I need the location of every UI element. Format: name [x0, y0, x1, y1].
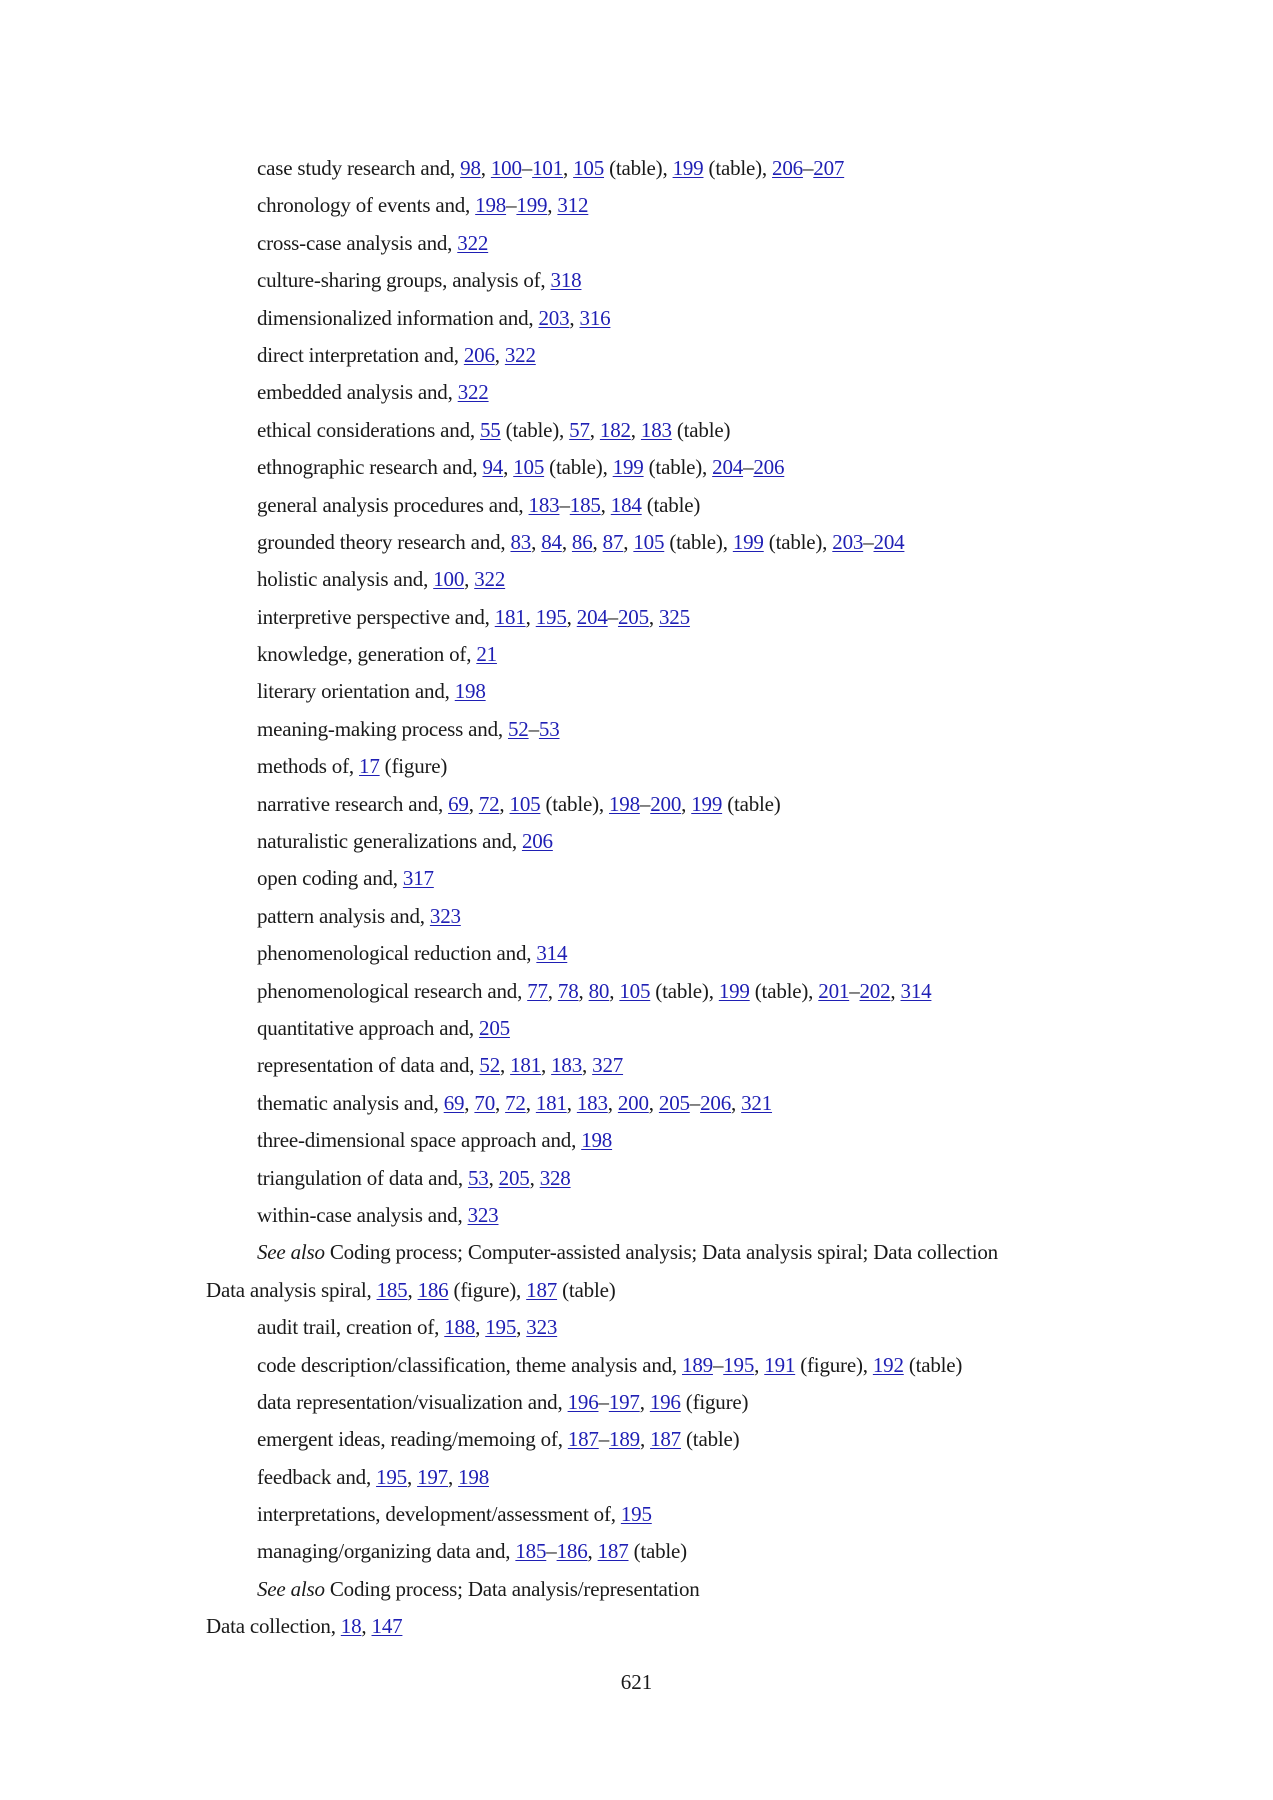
entry-text: meaning-making process and,	[257, 716, 508, 741]
page-reference-link[interactable]: 198	[454, 679, 486, 704]
entry-text: ,	[500, 1053, 511, 1078]
index-subentry	[0, 524, 1273, 561]
entry-text: phenomenological reduction and,	[257, 941, 537, 966]
page-reference-link[interactable]: 199	[612, 455, 644, 480]
index-subentry	[0, 711, 1273, 748]
page-reference-link[interactable]: 101	[532, 156, 563, 180]
page-reference-link[interactable]: 195	[376, 1464, 407, 1489]
entry-text: ,	[587, 1539, 598, 1564]
entry-text: grounded theory research and,	[257, 529, 511, 554]
page-reference-link[interactable]: 105	[509, 791, 541, 816]
entry-text: (table),	[643, 455, 713, 480]
entry-text: ,	[566, 1090, 577, 1115]
entry-text: (table),	[540, 791, 609, 816]
entry-text: –	[607, 604, 618, 629]
index-subentry	[0, 561, 1273, 598]
page-reference-link[interactable]: 322	[457, 230, 489, 255]
entry-text: (table),	[544, 455, 613, 480]
entry-text: interpretive perspective and,	[257, 604, 495, 629]
page-number: 621	[620, 1670, 653, 1694]
index-subentry	[0, 1384, 1273, 1421]
page-reference-link[interactable]: 201	[818, 978, 850, 1003]
entry-text: (table),	[500, 417, 570, 442]
index-subentry	[0, 823, 1273, 860]
entry-text: –	[521, 156, 533, 180]
entry-text: case study research and,	[257, 156, 461, 180]
page-reference-link[interactable]: 189	[682, 1352, 713, 1377]
index-subentry	[0, 1197, 1273, 1234]
page-reference-link[interactable]: 183	[528, 492, 560, 517]
index-subentry	[0, 225, 1273, 262]
page-reference-link[interactable]: 328	[539, 1165, 571, 1190]
index-subentry	[0, 150, 1273, 187]
entry-text: pattern analysis and,	[257, 903, 430, 928]
entry-text: ,	[578, 978, 589, 1003]
entry-text: ,	[582, 1053, 593, 1078]
page-reference-link[interactable]: 322	[504, 342, 536, 367]
entry-text: (table),	[604, 156, 673, 180]
index-subentry	[0, 898, 1273, 935]
page-reference-link[interactable]: 186	[556, 1539, 588, 1564]
page-reference-link[interactable]: 207	[813, 156, 845, 180]
index-main-entry	[0, 1272, 1273, 1309]
entry-text: data representation/visualization and,	[257, 1389, 568, 1414]
index-subentry	[0, 1496, 1273, 1533]
entry-text: ,	[547, 193, 558, 218]
entry-text: (table),	[650, 978, 719, 1003]
entry-text: embedded analysis and,	[257, 380, 458, 405]
entry-text: ,	[495, 1090, 506, 1115]
page-reference-link[interactable]: 189	[609, 1427, 640, 1452]
entry-text: –	[559, 492, 570, 517]
page-reference-link[interactable]: 203	[832, 529, 864, 554]
page-reference-link[interactable]: 316	[579, 305, 611, 330]
page-reference-link[interactable]: 327	[592, 1053, 624, 1078]
page-reference-link[interactable]: 199	[732, 529, 764, 554]
page-reference-link[interactable]: 98	[460, 156, 481, 180]
page-reference-link[interactable]: 100	[490, 156, 522, 180]
entry-text: cross-case analysis and,	[257, 230, 458, 255]
entry-text: quantitative approach and,	[257, 1015, 480, 1040]
page-reference-link[interactable]: 195	[723, 1352, 755, 1377]
entry-text: ,	[468, 791, 479, 816]
page-reference-link[interactable]: 181	[510, 1053, 542, 1078]
entry-text: –	[598, 1427, 610, 1452]
page-reference-link[interactable]: 195	[485, 1315, 517, 1340]
page-reference-link[interactable]: 206	[772, 156, 803, 180]
entry-text: ,	[630, 417, 641, 442]
entry-text: emergent ideas, reading/memoing of,	[257, 1427, 568, 1452]
see-also-label: See also	[257, 1240, 325, 1265]
page-reference-link[interactable]: 205	[498, 1165, 530, 1190]
entry-text: ,	[563, 156, 574, 180]
page-reference-link[interactable]: 183	[640, 417, 672, 442]
entry-text: ,	[516, 1315, 527, 1340]
entry-text: (table)	[903, 1352, 963, 1377]
page-reference-link[interactable]: 185	[569, 492, 601, 517]
entry-text: ,	[639, 1389, 650, 1414]
index-subentry	[0, 1347, 1273, 1384]
entry-text: ,	[639, 1427, 651, 1452]
page-reference-link[interactable]: 199	[718, 978, 750, 1003]
page-reference-link[interactable]: 206	[700, 1090, 732, 1115]
page-reference-link[interactable]: 322	[474, 567, 506, 592]
entry-text: ,	[531, 529, 542, 554]
entry-text: ,	[609, 978, 620, 1003]
index-subentry	[0, 1571, 1273, 1608]
entry-text: knowledge, generation of,	[257, 642, 477, 667]
page-reference-link[interactable]: 200	[617, 1090, 649, 1115]
page-reference-link[interactable]: 100	[433, 567, 465, 592]
entry-text: ,	[569, 305, 580, 330]
page-reference-link[interactable]: 196	[649, 1389, 681, 1414]
page-reference-link[interactable]: 52	[479, 1053, 500, 1078]
page-reference-link[interactable]: 198	[458, 1464, 489, 1489]
entry-text: general analysis procedures and,	[257, 492, 529, 517]
entry-text: audit trail, creation of,	[257, 1315, 445, 1340]
index-subentry	[0, 1459, 1273, 1496]
page-reference-link[interactable]: 198	[475, 193, 507, 218]
entry-text: holistic analysis and,	[257, 567, 434, 592]
entry-text: –	[546, 1539, 557, 1564]
page-reference-link[interactable]: 191	[764, 1352, 796, 1377]
index-subentry	[0, 1047, 1273, 1084]
page-reference-link[interactable]: 72	[505, 1090, 526, 1115]
page-reference-link[interactable]: 198	[581, 1128, 613, 1153]
index-subentry	[0, 860, 1273, 897]
entry-text: –	[743, 455, 754, 480]
entry-text: (figure),	[795, 1352, 873, 1377]
entry-text: –	[849, 978, 860, 1003]
page-reference-link[interactable]: 192	[872, 1352, 904, 1377]
entry-text: three-dimensional space approach and,	[257, 1128, 582, 1153]
page-reference-link[interactable]: 200	[650, 791, 682, 816]
page-reference-link[interactable]: 53	[538, 716, 560, 741]
page-reference-link[interactable]: 204	[576, 604, 608, 629]
index-subentry	[0, 1160, 1273, 1197]
index-subentry	[0, 1533, 1273, 1570]
entry-text: ,	[529, 1165, 540, 1190]
entry-text: open coding and,	[257, 866, 403, 891]
page-reference-link[interactable]: 206	[521, 829, 553, 854]
page-reference-link[interactable]: 94	[482, 455, 504, 480]
see-also-label: See also	[257, 1576, 325, 1601]
entry-text: managing/organizing data and,	[257, 1539, 516, 1564]
index-subentry	[0, 599, 1273, 636]
page-reference-link[interactable]: 318	[550, 268, 582, 293]
entry-text: ,	[447, 1464, 459, 1489]
entry-text: (figure),	[448, 1277, 527, 1302]
page-reference-link[interactable]: 147	[371, 1614, 403, 1639]
entry-text: (table),	[763, 529, 833, 554]
index-subentry	[0, 636, 1273, 673]
page-reference-link[interactable]: 195	[535, 604, 567, 629]
page-reference-link[interactable]: 321	[741, 1090, 773, 1115]
index-subentry	[0, 935, 1273, 972]
page-reference-link[interactable]: 187	[597, 1539, 629, 1564]
entry-text: (table)	[628, 1539, 687, 1564]
page-reference-link[interactable]: 182	[599, 417, 631, 442]
page-reference-link[interactable]: 317	[402, 866, 434, 891]
page-reference-link[interactable]: 55	[480, 417, 501, 442]
page-reference-link[interactable]: 185	[376, 1277, 408, 1302]
index-main-entry	[0, 1608, 1273, 1645]
page-reference-link[interactable]: 312	[557, 193, 589, 218]
index-subentry	[0, 786, 1273, 823]
page-reference-link[interactable]: 181	[535, 1090, 567, 1115]
entry-text: (figure)	[379, 754, 448, 779]
page-reference-link[interactable]: 187	[650, 1427, 681, 1452]
entry-text: (table)	[671, 417, 731, 442]
entry-text: –	[863, 529, 874, 554]
index-subentry	[0, 673, 1273, 710]
entry-text: naturalistic generalizations and,	[257, 829, 522, 854]
page-reference-link[interactable]: 187	[526, 1277, 558, 1302]
entry-text: Data analysis spiral,	[206, 1277, 377, 1302]
page-reference-link[interactable]: 183	[576, 1090, 608, 1115]
entry-text: ,	[731, 1090, 742, 1115]
entry-text: (table)	[722, 791, 781, 816]
entry-text: ,	[407, 1277, 418, 1302]
index-subentry	[0, 1234, 1273, 1271]
entry-text: ,	[607, 1090, 618, 1115]
page-reference-link[interactable]: 69	[443, 1090, 465, 1115]
entry-text: within-case analysis and,	[257, 1202, 468, 1227]
entry-text: ,	[499, 791, 510, 816]
entry-text: representation of data and,	[257, 1053, 480, 1078]
entry-text: (table)	[680, 1427, 740, 1452]
entry-text: ,	[547, 978, 558, 1003]
entry-text: –	[528, 716, 539, 741]
entry-text: feedback and,	[257, 1464, 377, 1489]
entry-text: ,	[503, 455, 514, 480]
page-reference-link[interactable]: 53	[467, 1165, 489, 1190]
entry-text: narrative research and,	[257, 791, 449, 816]
page-reference-link[interactable]: 204	[712, 455, 744, 480]
entry-text: ,	[475, 1315, 486, 1340]
entry-text: –	[598, 1389, 609, 1414]
entry-text: (table)	[641, 492, 701, 517]
page-reference-link[interactable]: 52	[508, 716, 529, 741]
entry-text: ,	[464, 1090, 475, 1115]
page-reference-link[interactable]: 206	[753, 455, 785, 480]
index-subentry	[0, 973, 1273, 1010]
index-subentry	[0, 1085, 1273, 1122]
page-reference-link[interactable]: 181	[494, 604, 526, 629]
page-reference-link[interactable]: 188	[444, 1315, 476, 1340]
entry-text: –	[506, 193, 517, 218]
entry-text: ,	[600, 492, 611, 517]
page-reference-link[interactable]: 70	[474, 1090, 496, 1115]
page-reference-link[interactable]: 197	[608, 1389, 640, 1414]
entry-text: ,	[480, 156, 491, 180]
index-entry-list	[0, 150, 1273, 1646]
entry-text: ,	[648, 1090, 659, 1115]
index-subentry	[0, 748, 1273, 785]
entry-text: ,	[561, 529, 572, 554]
page-reference-link[interactable]: 195	[620, 1502, 652, 1527]
page-reference-link[interactable]: 202	[859, 978, 891, 1003]
entry-text: ,	[406, 1464, 418, 1489]
entry-text: ,	[488, 1165, 499, 1190]
page-reference-link[interactable]: 205	[479, 1015, 510, 1040]
page-reference-link[interactable]: 204	[873, 529, 905, 554]
entry-text: triangulation of data and,	[257, 1165, 468, 1190]
entry-text: ,	[589, 417, 600, 442]
index-subentry	[0, 1122, 1273, 1159]
entry-text: –	[712, 1352, 724, 1377]
index-subentry	[0, 187, 1273, 224]
entry-text: (table),	[664, 529, 733, 554]
page-reference-link[interactable]: 197	[417, 1464, 448, 1489]
entry-text: –	[639, 791, 651, 816]
entry-text: code description/classification, theme analysis and,	[257, 1352, 683, 1377]
page-reference-link[interactable]: 105	[619, 978, 651, 1003]
entry-text: Coding process; Computer-assisted analysis; Data analysis spiral; Data collection	[324, 1240, 998, 1265]
entry-text: Coding process; Data analysis/representation	[324, 1576, 700, 1601]
page-reference-link[interactable]: 78	[557, 978, 579, 1003]
index-subentry	[0, 412, 1273, 449]
page-reference-link[interactable]: 187	[567, 1427, 599, 1452]
page-reference-link[interactable]: 105	[513, 455, 545, 480]
page-reference-link[interactable]: 322	[457, 380, 489, 405]
page-reference-link[interactable]: 199	[691, 791, 723, 816]
entry-text: (table),	[749, 978, 819, 1003]
entry-text: Data collection,	[206, 1614, 341, 1639]
page-reference-link[interactable]: 314	[536, 941, 568, 966]
index-subentry	[0, 1010, 1273, 1047]
page-reference-link[interactable]: 206	[463, 342, 495, 367]
entry-text: ,	[754, 1352, 765, 1377]
entry-text: thematic analysis and,	[257, 1090, 444, 1115]
page-reference-link[interactable]: 184	[610, 492, 642, 517]
page-reference-link[interactable]: 314	[900, 978, 932, 1003]
page-reference-link[interactable]: 205	[617, 604, 649, 629]
page-reference-link[interactable]: 203	[538, 305, 570, 330]
page-reference-link[interactable]: 87	[602, 529, 624, 554]
entry-text: ,	[494, 342, 505, 367]
entry-text: ,	[361, 1614, 372, 1639]
index-subentry	[0, 449, 1273, 486]
entry-text: dimensionalized information and,	[257, 305, 539, 330]
page-reference-link[interactable]: 196	[567, 1389, 599, 1414]
entry-text: ,	[541, 1053, 552, 1078]
entry-text: ,	[681, 791, 692, 816]
entry-text: ,	[890, 978, 901, 1003]
entry-text: methods of,	[257, 754, 360, 779]
page-reference-link[interactable]: 183	[551, 1053, 583, 1078]
index-subentry	[0, 337, 1273, 374]
entry-text: ,	[592, 529, 603, 554]
page-reference-link[interactable]: 83	[510, 529, 532, 554]
index-subentry	[0, 374, 1273, 411]
entry-text: chronology of events and,	[257, 193, 476, 218]
page-reference-link[interactable]: 69	[448, 791, 469, 816]
index-subentry	[0, 487, 1273, 524]
page-reference-link[interactable]: 323	[429, 903, 461, 928]
entry-text: ,	[464, 567, 475, 592]
page-reference-link[interactable]: 18	[340, 1614, 362, 1639]
index-subentry	[0, 262, 1273, 299]
index-subentry	[0, 1309, 1273, 1346]
entry-text: –	[802, 156, 814, 180]
index-subentry	[0, 1421, 1273, 1458]
entry-text: ethical considerations and,	[257, 417, 480, 442]
entry-text: culture-sharing groups, analysis of,	[257, 268, 551, 293]
page-reference-link[interactable]: 84	[541, 529, 562, 554]
page-reference-link[interactable]: 105	[573, 156, 605, 180]
page-reference-link[interactable]: 199	[672, 156, 704, 180]
page-reference-link[interactable]: 86	[571, 529, 593, 554]
page-reference-link[interactable]: 323	[526, 1315, 558, 1340]
page-reference-link[interactable]: 17	[359, 754, 380, 779]
entry-text: ,	[623, 529, 634, 554]
page-reference-link[interactable]: 325	[659, 604, 690, 629]
entry-text: ,	[525, 1090, 536, 1115]
entry-text: –	[689, 1090, 701, 1115]
page-reference-link[interactable]: 105	[633, 529, 665, 554]
page-reference-link[interactable]: 198	[609, 791, 640, 816]
entry-text: interpretations, development/assessment of,	[257, 1502, 621, 1527]
page-reference-link[interactable]: 185	[515, 1539, 547, 1564]
entry-text: phenomenological research and,	[257, 978, 528, 1003]
page-reference-link[interactable]: 186	[417, 1277, 449, 1302]
page-reference-link[interactable]: 72	[478, 791, 500, 816]
entry-text: ,	[525, 604, 536, 629]
page-reference-link[interactable]: 199	[516, 193, 548, 218]
page-reference-link[interactable]: 21	[476, 642, 497, 667]
entry-text: literary orientation and,	[257, 679, 455, 704]
page-reference-link[interactable]: 80	[588, 978, 610, 1003]
index-subentry	[0, 300, 1273, 337]
entry-text: ,	[648, 604, 659, 629]
page-reference-link[interactable]: 57	[569, 417, 590, 442]
entry-text: ethnographic research and,	[257, 455, 483, 480]
entry-text: (figure)	[680, 1389, 749, 1414]
page-reference-link[interactable]: 77	[527, 978, 548, 1003]
entry-text: ,	[566, 604, 577, 629]
page-reference-link[interactable]: 323	[467, 1202, 499, 1227]
entry-text: (table),	[703, 156, 773, 180]
entry-text: (table)	[557, 1277, 616, 1302]
page-reference-link[interactable]: 205	[658, 1090, 690, 1115]
entry-text: direct interpretation and,	[257, 342, 464, 367]
